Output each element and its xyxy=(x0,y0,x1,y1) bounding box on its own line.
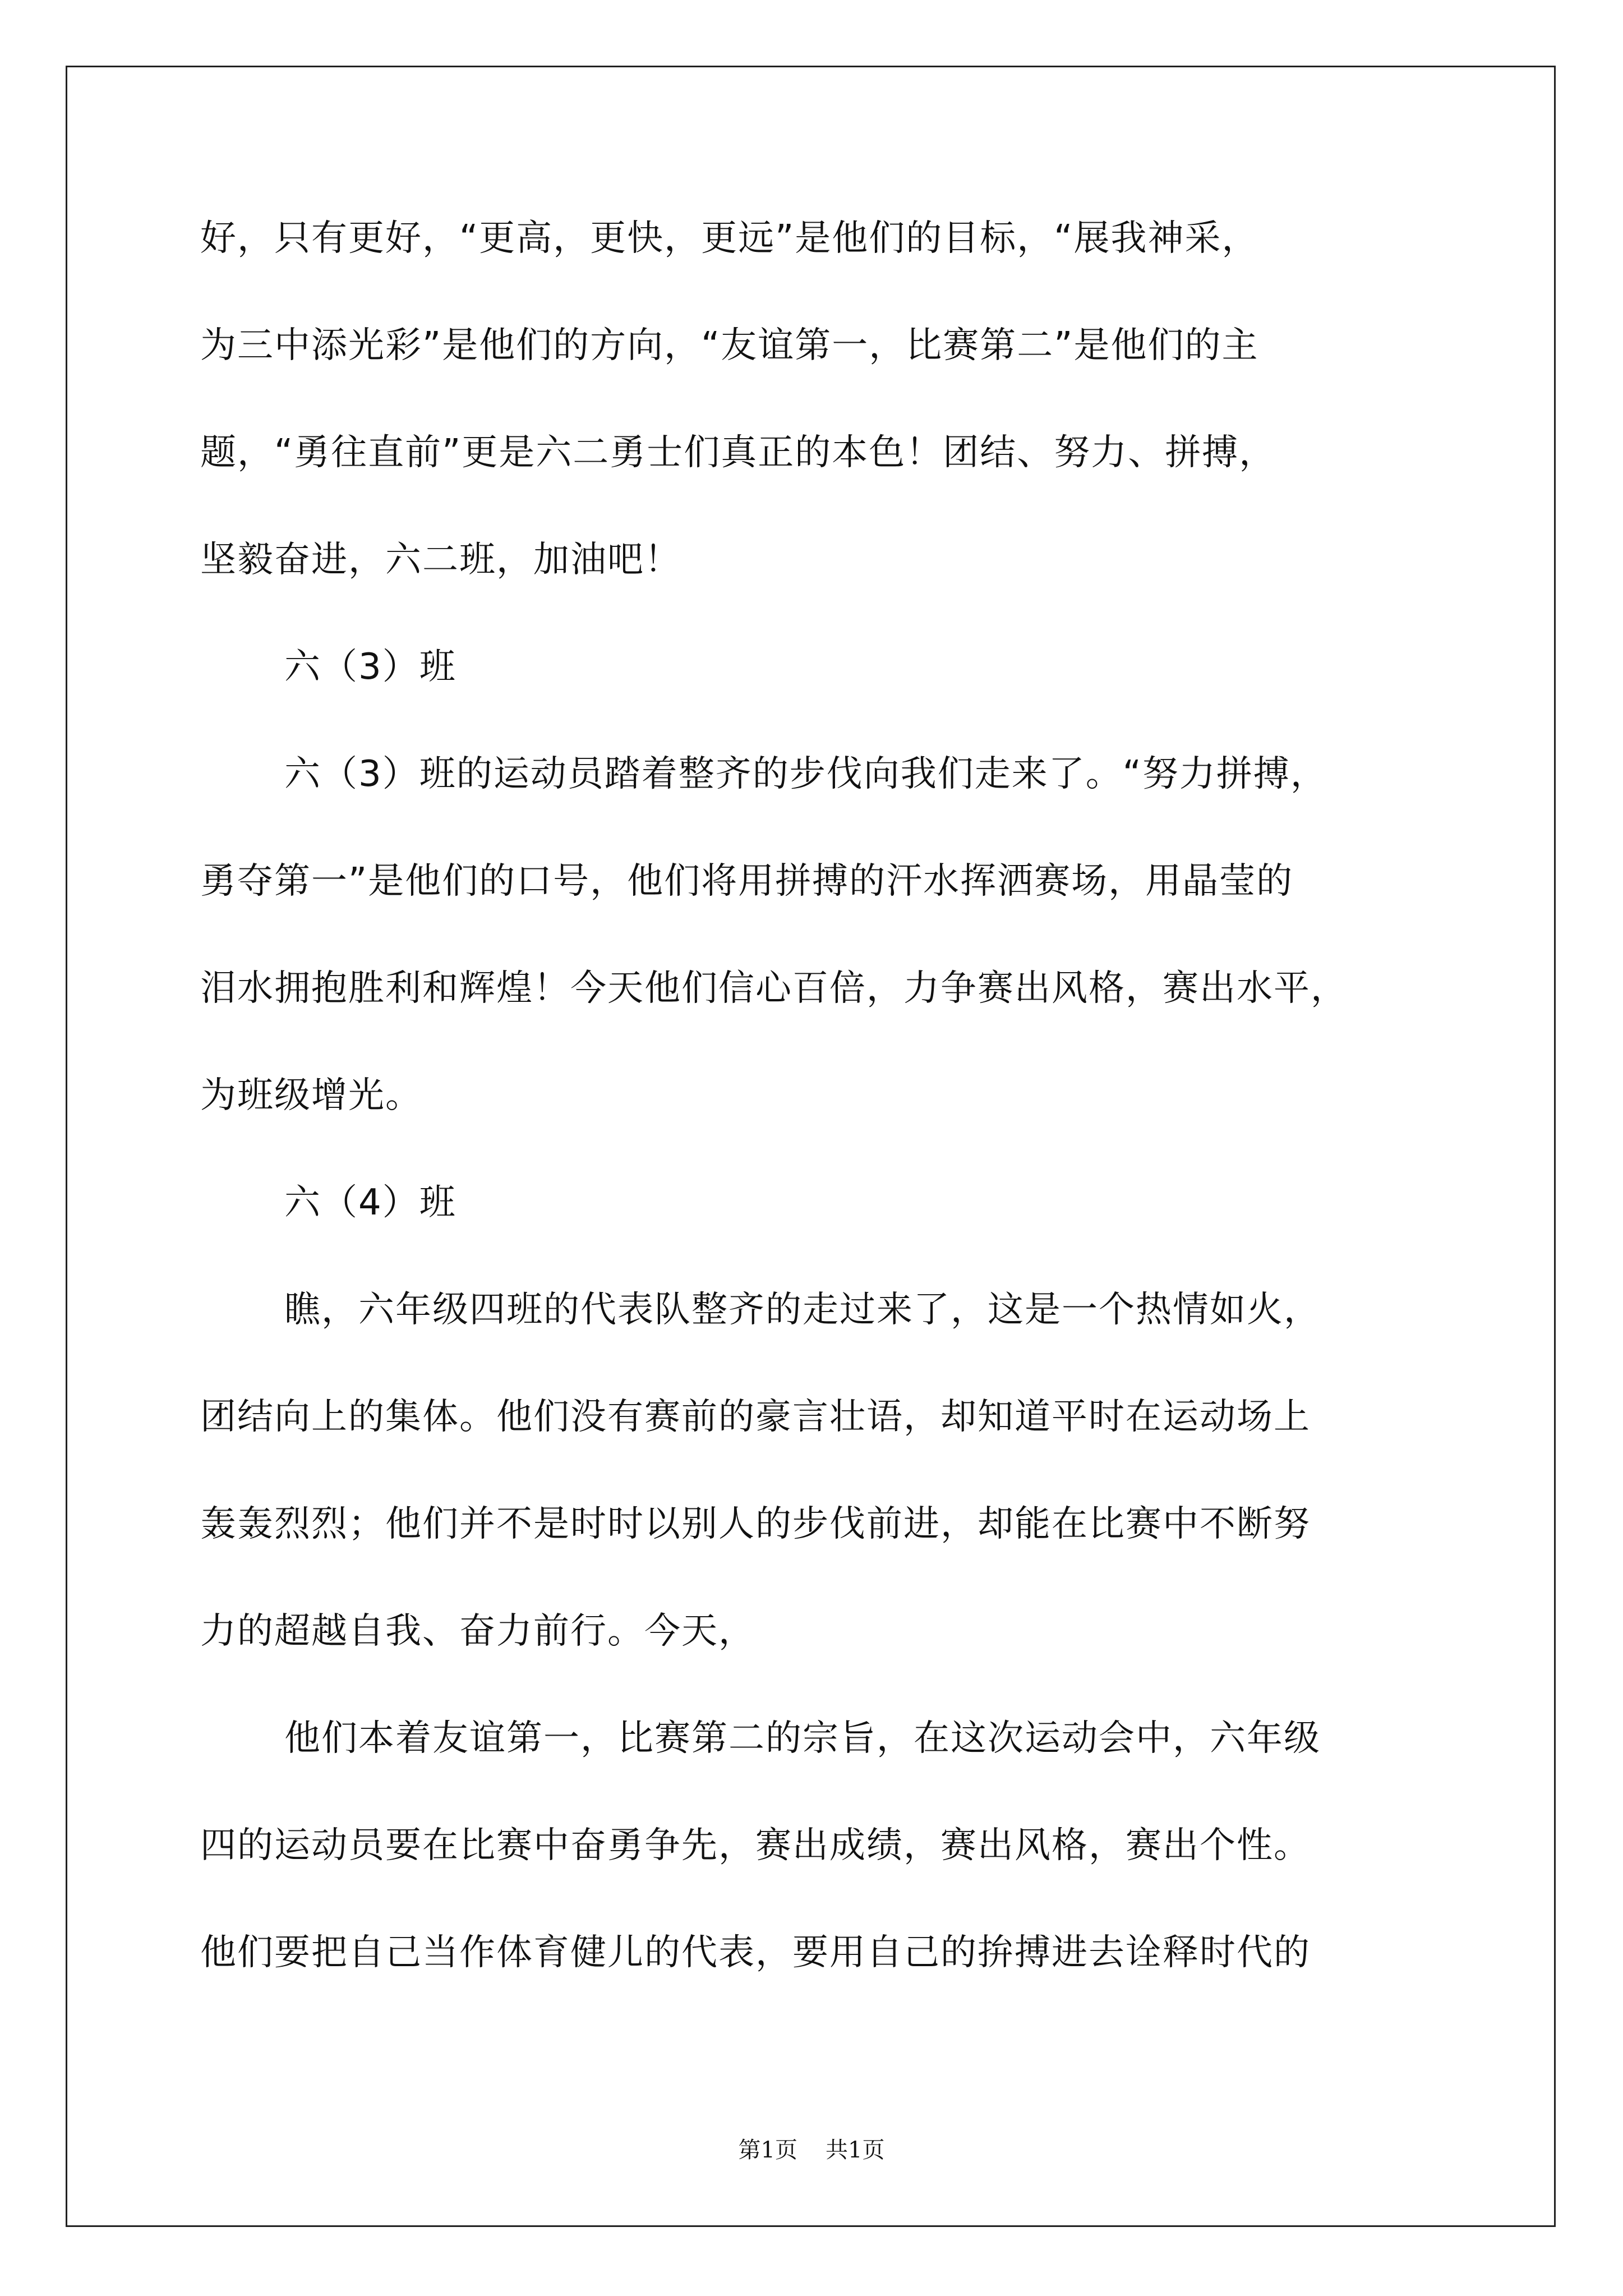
text-line: 泪水拥抱胜利和辉煌！今天他们信心百倍，力争赛出风格，赛出水平， xyxy=(200,968,1348,1009)
text-line: 四的运动员要在比赛中奋勇争先，赛出成绩，赛出风格，赛出个性。 xyxy=(200,1825,1311,1866)
text-line: 六（3）班的运动员踏着整齐的步伐向我们走来了。“努力拼搏， xyxy=(284,753,1327,795)
page-number: 第1页 xyxy=(738,2137,797,2163)
document-body xyxy=(200,185,1456,2007)
section-heading: 六（4）班 xyxy=(284,1182,457,1223)
text-line: 为三中添光彩”是他们的方向，“友谊第一，比赛第二”是他们的主 xyxy=(200,325,1259,366)
page-total: 共1页 xyxy=(826,2137,885,2163)
text-line: 瞧，六年级四班的代表队整齐的走过来了，这是一个热情如火， xyxy=(284,1289,1321,1331)
text-line: 团结向上的集体。他们没有赛前的豪言壮语，却知道平时在运动场上 xyxy=(200,1396,1311,1438)
text-line: 力的超越自我、奋力前行。今天， xyxy=(200,1611,755,1652)
text-line: 坚毅奋进，六二班，加油吧！ xyxy=(200,539,681,581)
text-line: 他们要把自己当作体育健儿的代表，要用自己的拚搏进去诠释时代的 xyxy=(200,1932,1311,1973)
text-line: 好，只有更好，“更高，更快，更远”是他们的目标，“展我神采， xyxy=(200,218,1259,259)
text-line: 勇夺第一”是他们的口号，他们将用拼搏的汗水挥洒赛场，用晶莹的 xyxy=(200,861,1294,902)
page-footer xyxy=(0,2136,1623,2164)
section-heading: 六（3）班 xyxy=(284,646,457,688)
text-line: 他们本着友谊第一，比赛第二的宗旨，在这次运动会中，六年级 xyxy=(284,1718,1321,1759)
text-line: 为班级增光。 xyxy=(200,1075,422,1116)
text-line: 题，“勇往直前”更是六二勇士们真正的本色！团结、努力、拼搏， xyxy=(200,432,1276,473)
text-line: 轰轰烈烈；他们并不是时时以别人的步伐前进，却能在比赛中不断努 xyxy=(200,1503,1311,1545)
